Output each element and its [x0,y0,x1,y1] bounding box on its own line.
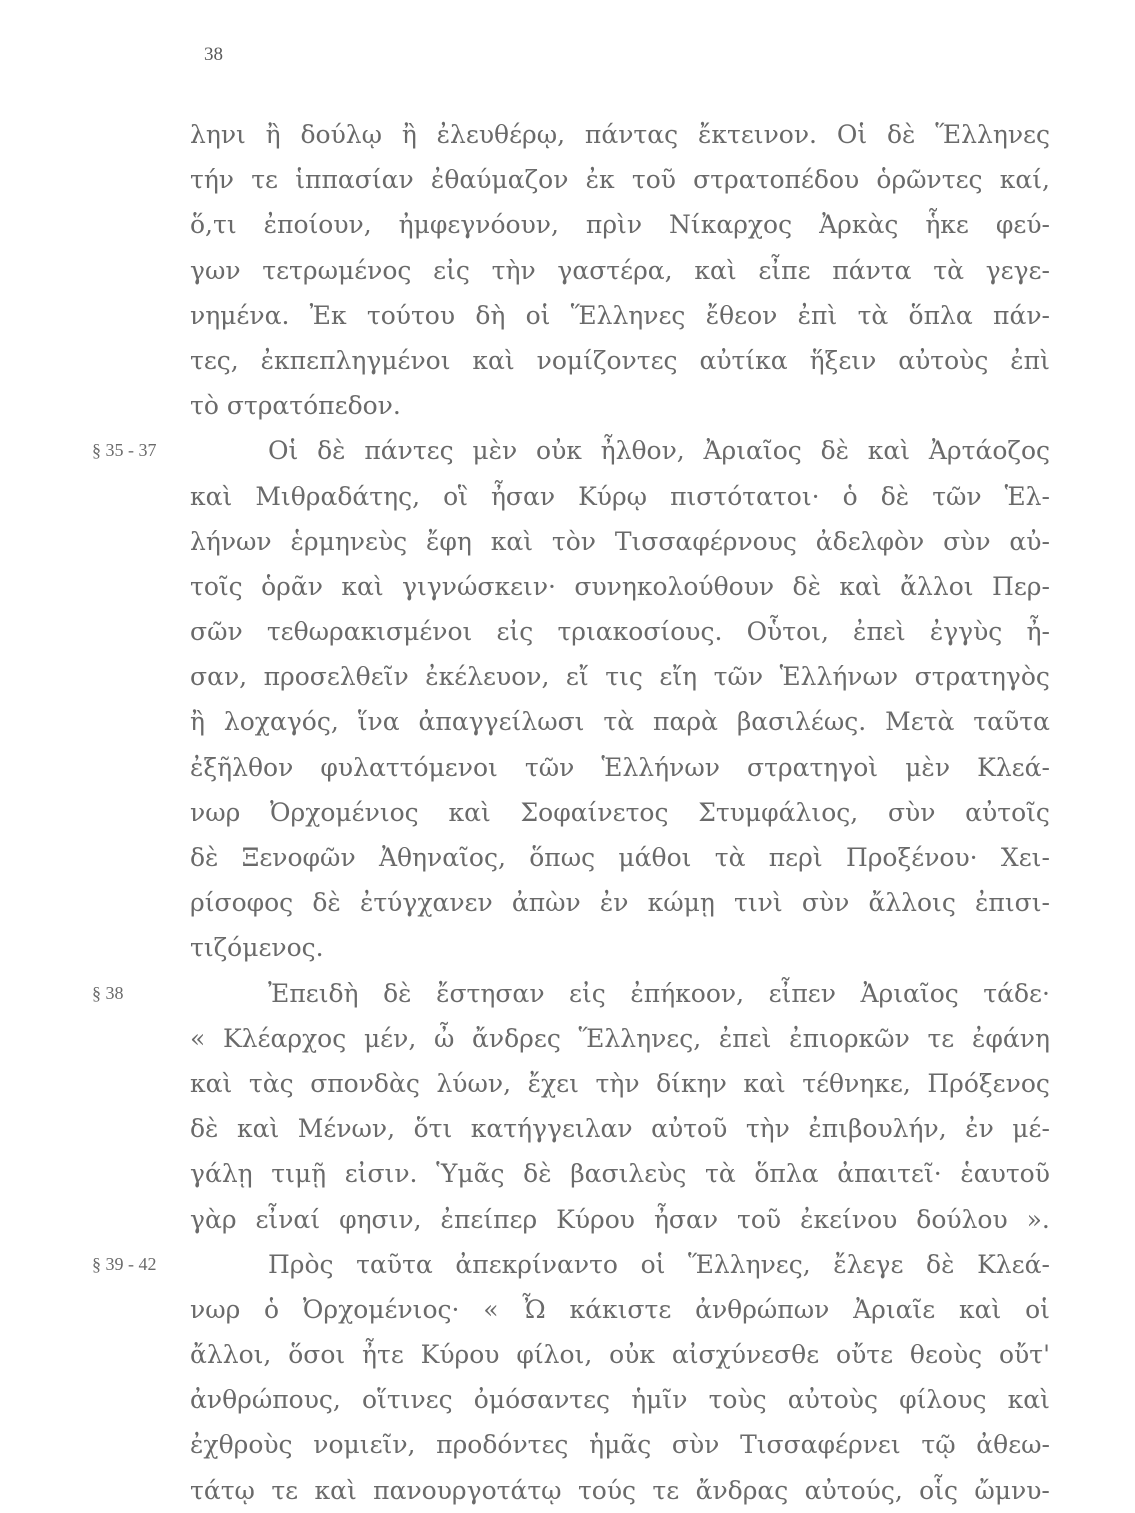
text-line: τὸ στρατόπεδον. [190,391,401,421]
text-line: ἐχθροὺς νομιεῖν, προδόντες ἡμᾶς σὺν Τισσαφέρνει τῷ ἀθεω- [190,1430,1050,1460]
text-line: γάλῃ τιμῇ εἰσιν. Ὑμᾶς δὲ βασιλεὺς τὰ ὅπλα ἀπαιτεῖ· ἑαυτοῦ [190,1159,1050,1189]
text-line: ἐξῆλθον φυλαττόμενοι τῶν Ἑλλήνων στρατηγοὶ μὲν Κλεά- [190,752,1050,782]
text-line: τες, ἐκπεπληγμένοι καὶ νομίζοντες αὐτίκα ἥξειν αὐτοὺς ἐπὶ [190,345,1050,375]
text-line: ὅ,τι ἐποίουν, ἠμφεγνόουν, πρὶν Νίκαρχος Ἀρκὰς ἧκε φεύ- [190,210,1050,240]
text-line: ἄλλοι, ὅσοι ἦτε Κύρου φίλοι, οὐκ αἰσχύνεσθε οὔτε θεοὺς οὔτ' [190,1340,1050,1370]
text-line: νωρ ὁ Ὀρχομένιος· « Ὦ κάκιστε ἀνθρώπων Ἀριαῖε καὶ οἱ [190,1294,1050,1324]
page-number: 38 [204,44,223,65]
text-line: « Κλέαρχος μέν, ὦ ἄνδρες Ἕλληνες, ἐπεὶ ἐπιορκῶν τε ἐφάνη [190,1023,1050,1053]
text-line: γὰρ εἶναί φησιν, ἐπείπερ Κύρου ἦσαν τοῦ ἐκείνου δούλου ». [190,1204,1050,1234]
text-line: ληνι ἢ δούλῳ ἢ ἐλευθέρῳ, πάντας ἔκτεινον. Οἱ δὲ Ἕλληνες [190,120,1050,149]
text-line: Οἱ δὲ πάντες μὲν οὐκ ἦλθον, Ἀριαῖος δὲ καὶ Ἀρτάοζος § 35 - 37 [190,428,1050,473]
section-marker: § 38 [92,982,124,1003]
section-marker: § 39 - 42 [92,1253,157,1274]
text-line: νημένα. Ἐκ τούτου δὴ οἱ Ἕλληνες ἔθεον ἐπὶ τὰ ὅπλα πάν- [190,300,1050,330]
text-line: δὲ Ξενοφῶν Ἀθηναῖος, ὅπως μάθοι τὰ περὶ Προξένου· Χει- [190,843,1050,872]
section-marker: § 35 - 37 [92,440,157,461]
text-line: τήν τε ἱππασίαν ἐθαύμαζον ἐκ τοῦ στρατοπέδου ὁρῶντες καί, [190,165,1050,195]
text-line: σαν, προσελθεῖν ἐκέλευον, εἴ τις εἴη τῶν Ἑλλήνων στρατηγὸς [190,662,1050,692]
text-line: σῶν τεθωρακισμένοι εἰς τριακοσίους. Οὗτοι, ἐπεὶ ἐγγὺς ἦ- [190,617,1050,647]
text-line: ἀνθρώπους, οἵτινες ὀμόσαντες ἡμῖν τοὺς αὐτοὺς φίλους καὶ [190,1385,1050,1415]
text-line: τοῖς ὁρᾶν καὶ γιγνώσκειν· συνηκολούθουν δὲ καὶ ἄλλοι Περ- [190,571,1050,601]
text-line: γων τετρωμένος εἰς τὴν γαστέρα, καὶ εἶπε πάντα τὰ γεγε- [190,255,1050,285]
text-line: λήνων ἑρμηνεὺς ἔφη καὶ τὸν Τισσαφέρνους ἀδελφὸν σὺν αὐ- [190,526,1050,556]
text-line: καὶ τὰς σπονδὰς λύων, ἔχει τὴν δίκην καὶ τέθνηκε, Πρόξενος [190,1068,1050,1098]
text-line: ρίσοφος δὲ ἐτύγχανεν ἀπὼν ἐν κώμῃ τινὶ σὺν ἄλλοις ἐπισι- [190,888,1050,918]
text-line: νωρ Ὀρχομένιος καὶ Σοφαίνετος Στυμφάλιος, σὺν αὐτοῖς [190,797,1050,827]
text-line: Πρὸς ταῦτα ἀπεκρίναντο οἱ Ἕλληνες, ἔλεγε δὲ Κλεά- § 39 - 42 [190,1242,1050,1287]
body-text [92,112,1050,1513]
text-line: Ἐπειδὴ δὲ ἔστησαν εἰς ἐπήκοον, εἶπεν Ἀριαῖος τάδε· § 38 [190,971,1050,1016]
text-line: ἢ λοχαγός, ἵνα ἀπαγγείλωσι τὰ παρὰ βασιλέως. Μετὰ ταῦτα [190,707,1050,737]
text-line: τάτῳ τε καὶ πανουργοτάτῳ τούς τε ἄνδρας αὐτούς, οἷς ὤμνυ- [190,1475,1050,1505]
text-line: καὶ Μιθραδάτης, οἳ ἦσαν Κύρῳ πιστότατοι· ὁ δὲ τῶν Ἑλ- [190,481,1050,511]
text-line: τιζόμενος. [190,933,324,963]
text-line: δὲ καὶ Μένων, ὅτι κατήγγειλαν αὐτοῦ τὴν ἐπιβουλήν, ἐν μέ- [190,1114,1050,1144]
